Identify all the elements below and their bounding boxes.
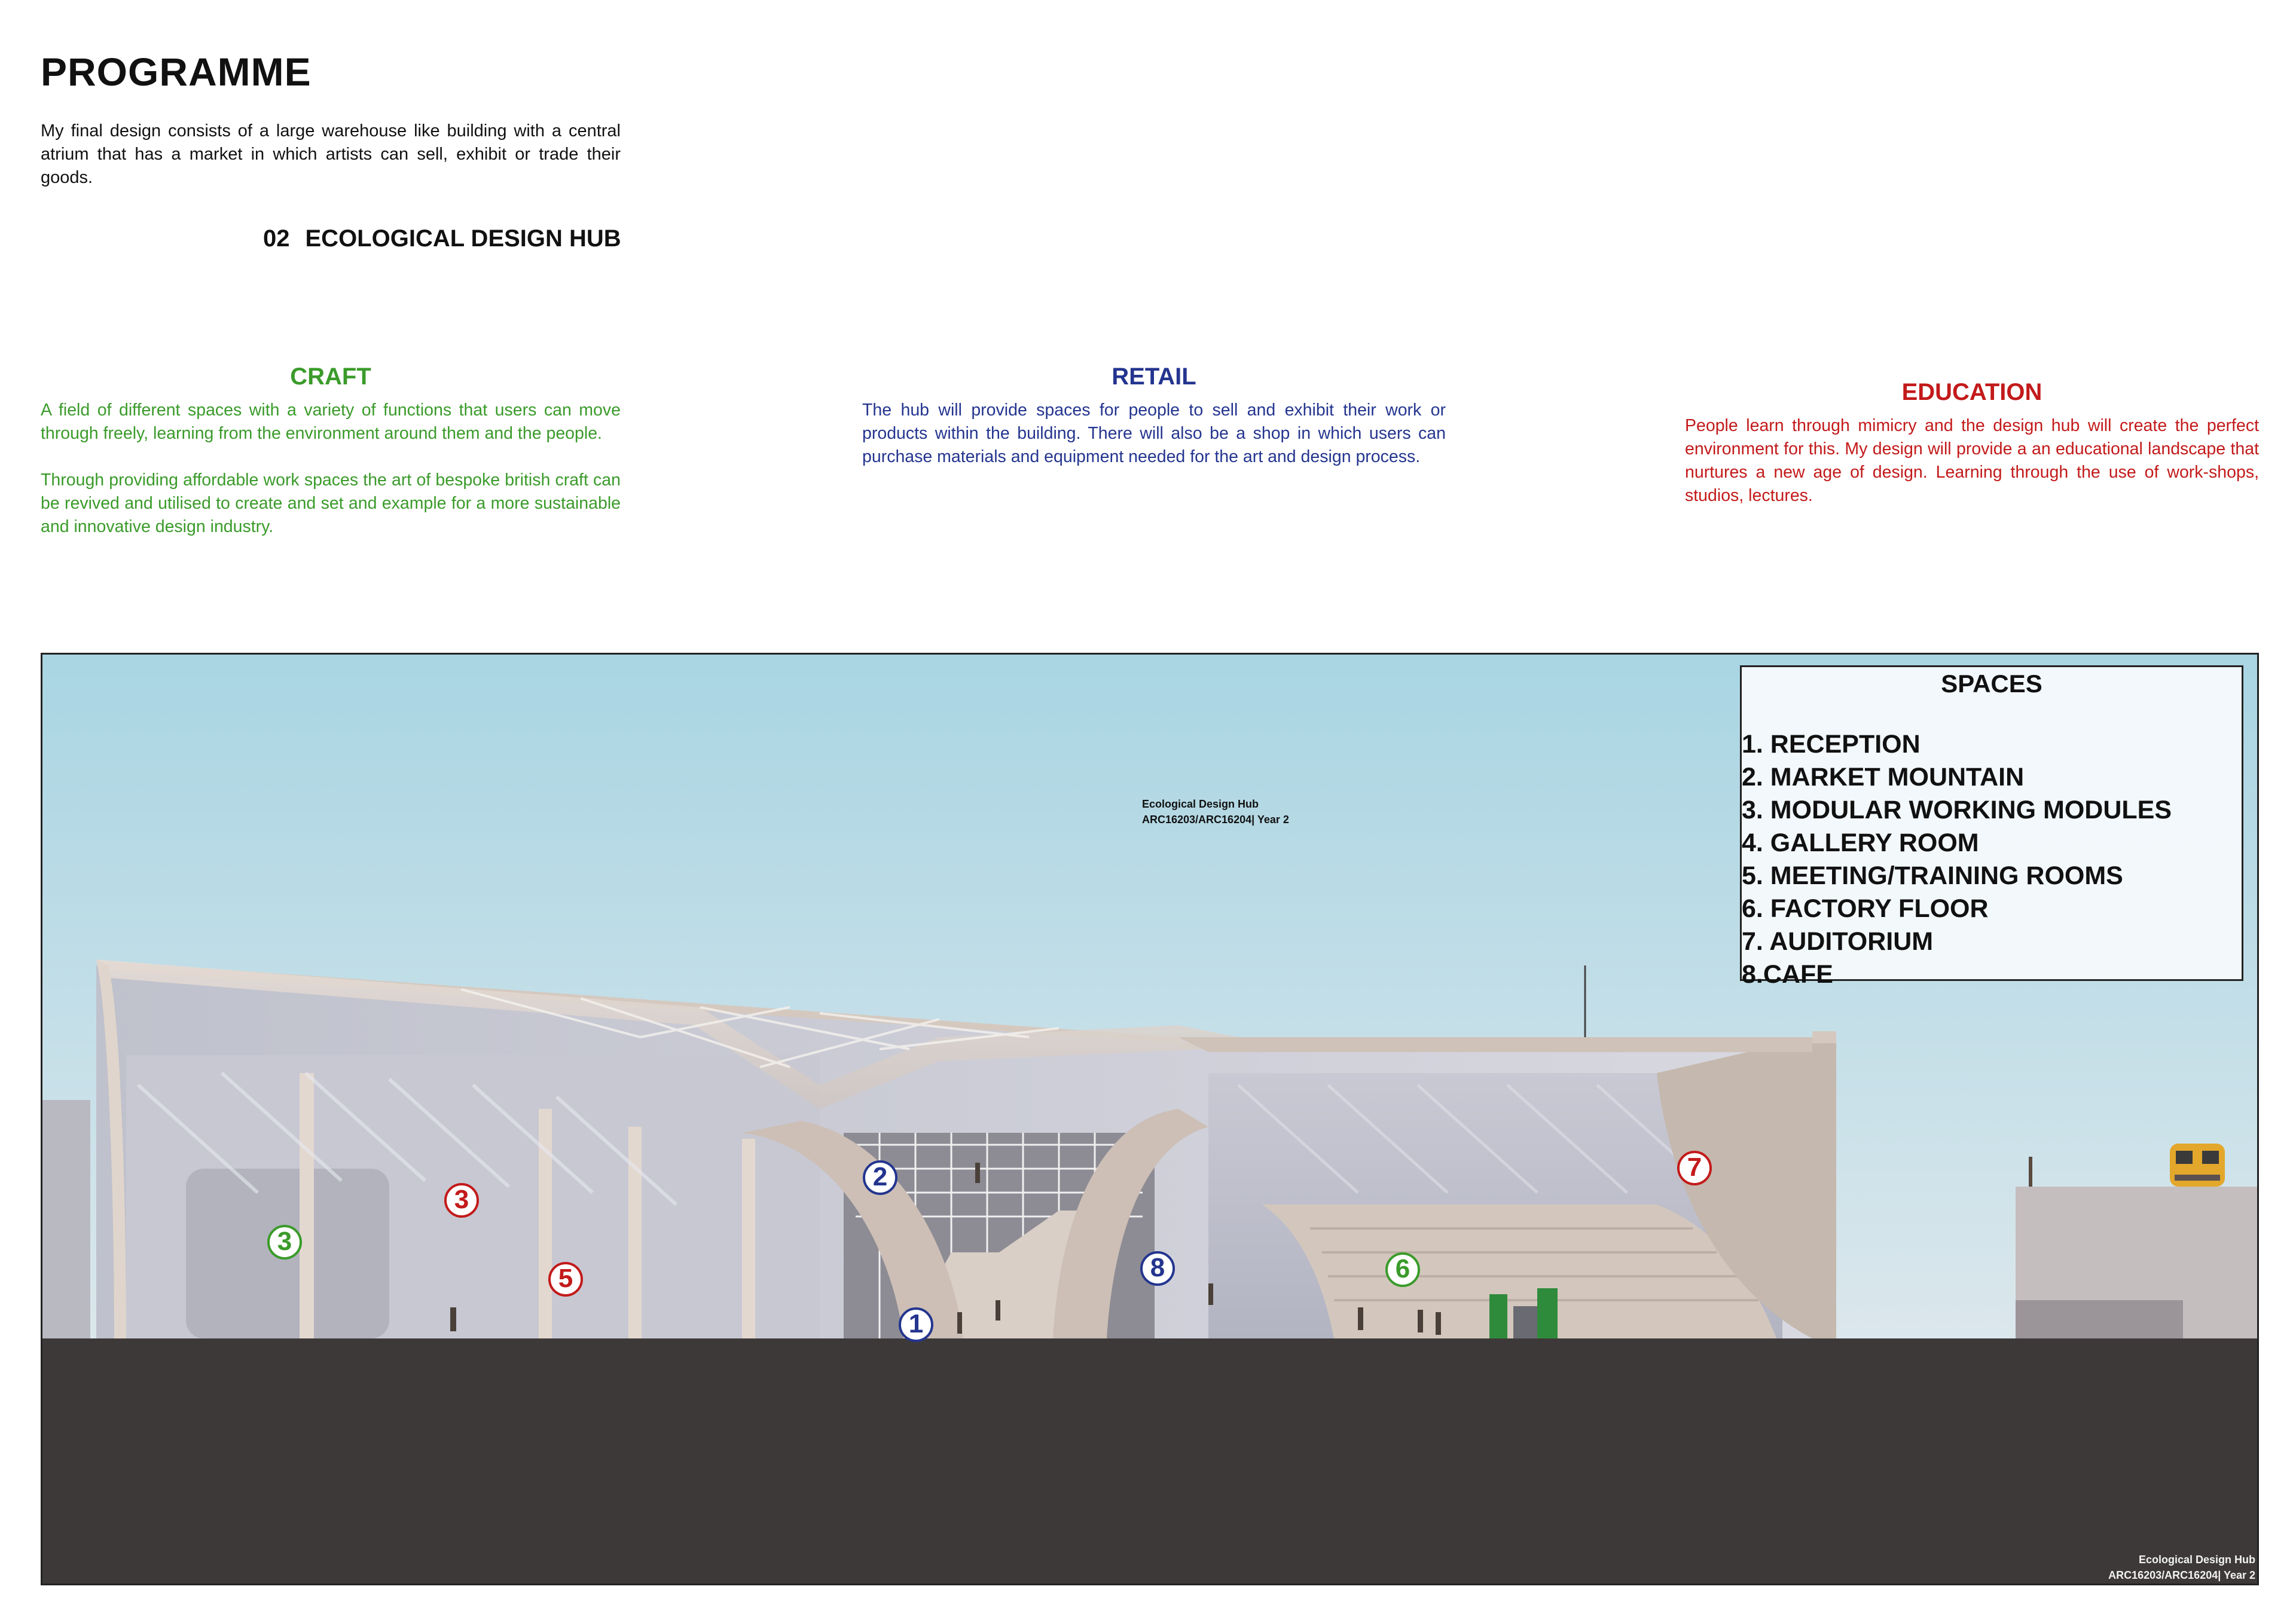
craft-paragraph-2: Through providing affordable work spaces the art of bespoke british craft can be revived and utilised to create and set and example for a more sustainable and innovative design industry. bbox=[41, 470, 621, 536]
caption-title: Ecological Design Hub bbox=[1142, 798, 1259, 810]
retail-paragraph: The hub will provide spaces for people to sell and exhibit their work or products within the building. There will also be a shop in which users can purchase materials and equipment needed for the art and design process. bbox=[862, 401, 1446, 466]
craft-column bbox=[41, 363, 621, 539]
marker-8: 8 bbox=[1140, 1251, 1175, 1286]
drawing-caption-top bbox=[1142, 796, 1289, 827]
ground bbox=[42, 1338, 2257, 1584]
craft-heading: CRAFT bbox=[290, 363, 371, 390]
subtitle-text: ECOLOGICAL DESIGN HUB bbox=[305, 225, 621, 252]
list-item: 5. MEETING/TRAINING ROOMS bbox=[1742, 861, 2123, 890]
education-column bbox=[1685, 379, 2259, 508]
list-item: 7. AUDITORIUM bbox=[1742, 927, 1934, 956]
list-item: 8.CAFE bbox=[1742, 960, 1833, 989]
subtitle-number: 02 bbox=[263, 225, 290, 252]
list-item: 3. MODULAR WORKING MODULES bbox=[1742, 796, 2172, 824]
page-title: PROGRAMME bbox=[41, 50, 312, 94]
marker-5: 5 bbox=[548, 1262, 583, 1297]
intro-text: My final design consists of a large warehouse like building with a central atrium that has a market in which artists can sell, exhibit or trade their goods. bbox=[41, 121, 621, 187]
retail-heading: RETAIL bbox=[1112, 363, 1196, 390]
education-heading: EDUCATION bbox=[1901, 379, 2042, 405]
marker-7: 7 bbox=[1677, 1151, 1712, 1185]
caption-code: ARC16203/ARC16204| Year 2 bbox=[2108, 1569, 2255, 1581]
project-subtitle bbox=[263, 225, 622, 252]
education-paragraph: People learn through mimicry and the design hub will create the perfect environment for this. My design will provide a an educational landscape that nurtures a new age of design. Learning through the use of work-shops, studios, lectures. bbox=[1685, 416, 2259, 505]
list-item: 2. MARKET MOUNTAIN bbox=[1742, 763, 2025, 791]
marker-6: 6 bbox=[1385, 1252, 1420, 1287]
marker-3-education: 3 bbox=[444, 1183, 479, 1218]
marker-1: 1 bbox=[899, 1307, 933, 1342]
drawing-caption-bottom bbox=[2108, 1552, 2255, 1583]
marker-2: 2 bbox=[863, 1160, 897, 1195]
spaces-legend bbox=[1740, 665, 2243, 989]
left-neighbour-building bbox=[42, 1100, 90, 1339]
list-item: 1. RECEPTION bbox=[1742, 730, 1921, 759]
craft-paragraph-1: A field of different spaces with a variety of functions that users can move through freely, learning from the environment around them and the people. bbox=[41, 401, 621, 443]
caption-title: Ecological Design Hub bbox=[2138, 1554, 2255, 1566]
list-item: 6. FACTORY FLOOR bbox=[1742, 894, 1989, 923]
train-icon bbox=[2170, 1144, 2225, 1187]
caption-code: ARC16203/ARC16204| Year 2 bbox=[1142, 814, 1289, 826]
spaces-list bbox=[1742, 728, 2172, 991]
retail-column bbox=[862, 363, 1446, 469]
marker-3-craft: 3 bbox=[267, 1225, 302, 1260]
list-item: 4. GALLERY ROOM bbox=[1742, 829, 1979, 857]
spaces-title: SPACES bbox=[1941, 670, 2042, 698]
